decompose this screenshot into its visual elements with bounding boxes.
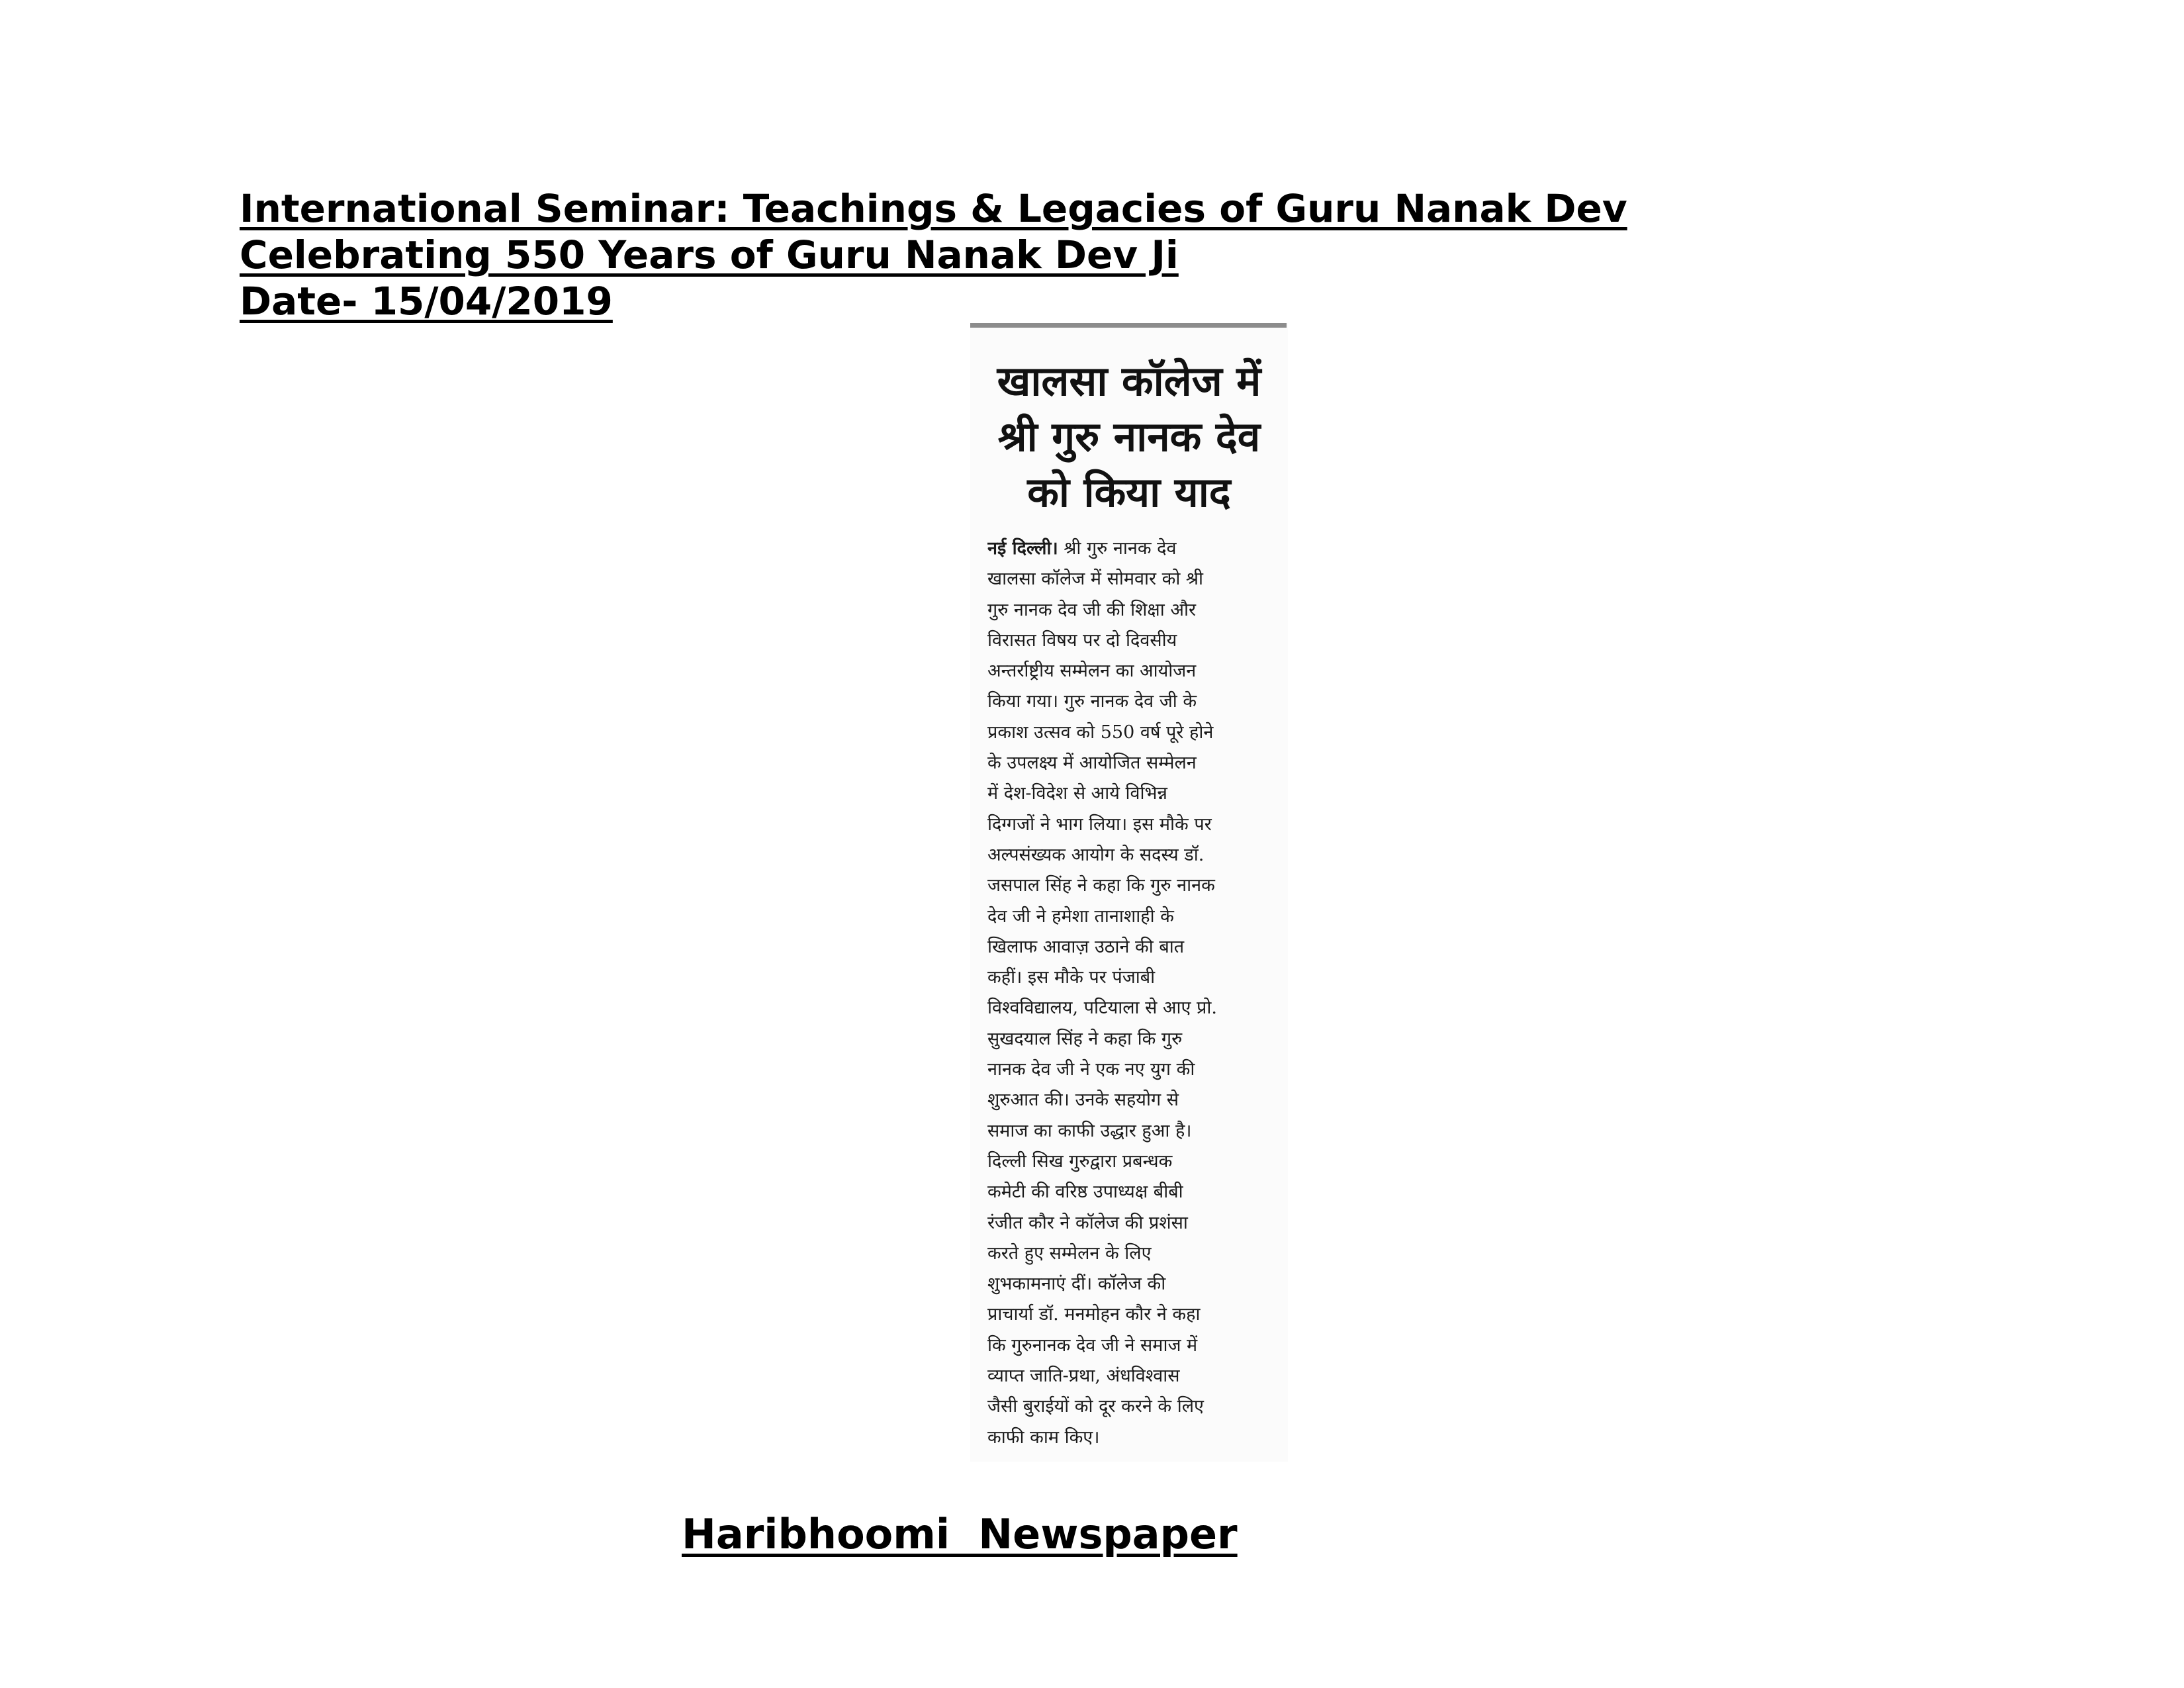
clipping-body-line: करते हुए सम्मेलन के लिए <box>987 1243 1152 1264</box>
clipping-body-line: कहीं। इस मौके पर पंजाबी <box>987 967 1156 988</box>
clipping-headline-line: खालसा कॉलेज में <box>997 357 1261 405</box>
newspaper-clipping <box>970 323 1288 1462</box>
clipping-body-line: काफी काम किए। <box>987 1427 1100 1448</box>
clipping-body-line: शुभकामनाएं दीं। कॉलेज की <box>987 1274 1166 1295</box>
clipping-body-line: दिग्गजों ने भाग लिया। इस मौके पर <box>987 814 1212 835</box>
clipping-body-line: विरासत विषय पर दो दिवसीय <box>987 630 1177 651</box>
clipping-headline-line: को किया याद <box>1027 468 1231 516</box>
clipping-body-line: शुरुआत की। उनके सहयोग से <box>987 1090 1179 1111</box>
clipping-body-line: कमेटी की वरिष्ठ उपाध्यक्ष बीबी <box>987 1182 1183 1203</box>
clipping-body-line: के उपलक्ष्य में आयोजित सम्मेलन <box>987 753 1197 774</box>
clipping-headline-line: श्री गुरु नानक देव <box>997 412 1261 461</box>
clipping-body-line: प्राचार्या डॉ. मनमोहन कौर ने कहा <box>987 1304 1201 1325</box>
clipping-body-line: सुखदयाल सिंह ने कहा कि गुरु <box>987 1028 1183 1049</box>
document-header <box>240 185 1629 324</box>
clipping-body-line: विश्वविद्यालय, पटियाला से आए प्रो. <box>987 998 1217 1019</box>
clipping-body-line: रंजीत कौर ने कॉलेज की प्रशंसा <box>987 1212 1188 1233</box>
clipping-body-line: खालसा कॉलेज में सोमवार को श्री <box>987 569 1204 590</box>
clipping-body-line: अल्पसंख्यक आयोग के सदस्य डॉ. <box>987 844 1205 865</box>
clipping-body-line: देव जी ने हमेशा तानाशाही के <box>987 906 1174 927</box>
clipping-body-line: कि गुरुनानक देव जी ने समाज में <box>987 1335 1198 1356</box>
clipping-first-line <box>987 534 1272 564</box>
seminar-title: International Seminar: Teachings & Legacies of Guru Nanak Dev <box>240 186 1627 231</box>
clipping-body <box>987 534 1272 1453</box>
clipping-body-line: प्रकाश उत्सव को 550 वर्ष पूरे होने <box>987 722 1214 743</box>
clipping-body-line: खिलाफ आवाज़ उठाने की बात <box>987 936 1185 957</box>
clipping-body-line: अन्तर्राष्ट्रीय सम्मेलन का आयोजन <box>987 661 1197 682</box>
clipping-body-line: नानक देव जी ने एक नए युग की <box>987 1059 1195 1080</box>
clipping-body-line: गुरु नानक देव जी की शिक्षा और <box>987 599 1197 620</box>
clipping-body-line: में देश-विदेश से आये विभिन्न <box>987 783 1167 804</box>
seminar-date: Date- 15/04/2019 <box>240 279 613 324</box>
clipping-body-line: समाज का काफी उद्धार हुआ है। <box>987 1120 1192 1141</box>
clipping-body-line: व्याप्त जाति-प्रथा, अंधविश्वास <box>987 1366 1180 1387</box>
clipping-body-line: किया गया। गुरु नानक देव जी के <box>987 691 1197 712</box>
clipping-headline <box>970 353 1288 520</box>
clipping-body-line: श्री गुरु नानक देव <box>1058 538 1177 559</box>
clipping-top-rule <box>970 323 1287 328</box>
clipping-body-line: दिल्ली सिख गुरुद्वारा प्रबन्धक <box>987 1150 1173 1172</box>
clipping-body-line: जसपाल सिंह ने कहा कि गुरु नानक <box>987 875 1215 896</box>
clipping-body-line: जैसी बुराईयों को दूर करने के लिए <box>987 1396 1204 1417</box>
seminar-subtitle: Celebrating 550 Years of Guru Nanak Dev Ji <box>240 232 1179 277</box>
clipping-dateline: नई दिल्ली। <box>987 538 1058 559</box>
newspaper-source-label: Haribhoomi Newspaper <box>682 1510 1238 1558</box>
